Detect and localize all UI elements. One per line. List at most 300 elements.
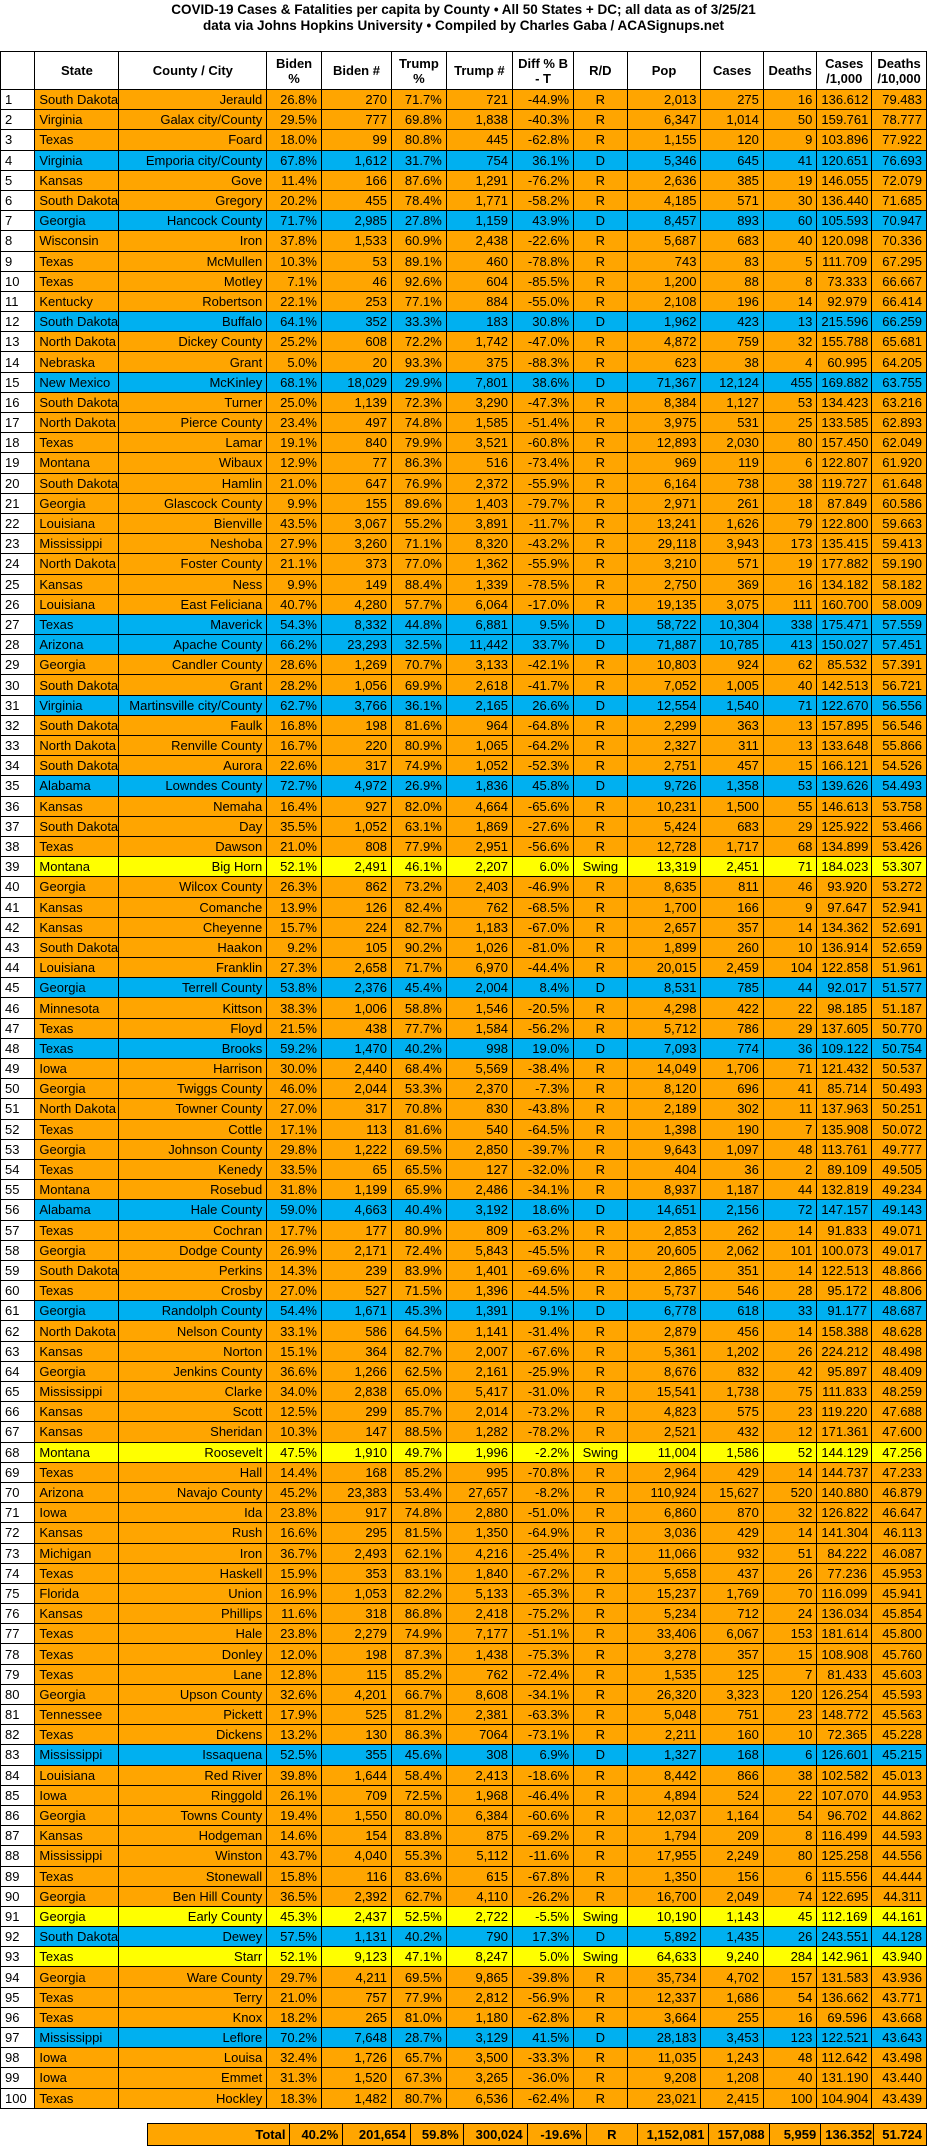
cell-deaths: 6 <box>763 453 816 473</box>
cell-rank: 3 <box>1 130 35 150</box>
cell-diff: 43.9% <box>513 211 574 231</box>
cell-trump-pct: 69.8% <box>392 110 447 130</box>
cell-rd: R <box>574 1402 627 1422</box>
cell-rd: R <box>574 473 627 493</box>
cell-rd: R <box>574 1422 627 1442</box>
cell-cases: 209 <box>701 1826 763 1846</box>
cell-deaths: 16 <box>763 574 816 594</box>
cell-deaths-per-10000: 50.072 <box>872 1119 927 1139</box>
cell-cases-per-1000: 134.182 <box>817 574 872 594</box>
cell-state: Kansas <box>35 917 119 937</box>
cell-rd: R <box>574 2048 627 2068</box>
cell-pop: 2,971 <box>627 493 701 513</box>
table-row <box>1 473 927 493</box>
table-row <box>1 332 927 352</box>
cell-county: Iron <box>119 231 267 251</box>
cell-trump-pct: 86.8% <box>392 1604 447 1624</box>
cell-county: Day <box>119 816 267 836</box>
cell-state: Georgia <box>35 211 119 231</box>
cell-county: Issaquena <box>119 1745 267 1765</box>
cell-biden-num: 4,211 <box>321 1967 391 1987</box>
cell-diff: -62.8% <box>513 130 574 150</box>
cell-biden-num: 1,482 <box>321 2088 391 2108</box>
cell-trump-pct: 74.9% <box>392 1624 447 1644</box>
cell-county: Donley <box>119 1644 267 1664</box>
cell-diff: -46.4% <box>513 1785 574 1805</box>
cell-rd: R <box>574 1624 627 1644</box>
cell-trump-num: 5,133 <box>446 1583 512 1603</box>
cell-pop: 15,237 <box>627 1583 701 1603</box>
cell-deaths-per-10000: 59.413 <box>872 534 927 554</box>
cell-biden-pct: 22.6% <box>267 756 322 776</box>
cell-state: North Dakota <box>35 1099 119 1119</box>
table-row <box>1 776 927 796</box>
cell-rank: 38 <box>1 836 35 856</box>
cell-diff: 26.6% <box>513 695 574 715</box>
cell-state: Alabama <box>35 1200 119 1220</box>
table-row <box>1 655 927 675</box>
cell-trump-pct: 81.0% <box>392 2007 447 2027</box>
cell-county: Terrell County <box>119 978 267 998</box>
cell-state: Virginia <box>35 695 119 715</box>
cell-diff: -34.1% <box>513 1180 574 1200</box>
cell-deaths-per-10000: 63.755 <box>872 372 927 392</box>
cell-cases: 786 <box>701 1018 763 1038</box>
cell-trump-num: 375 <box>446 352 512 372</box>
cell-trump-pct: 73.2% <box>392 877 447 897</box>
cell-deaths-per-10000: 43.668 <box>872 2007 927 2027</box>
table-row <box>1 231 927 251</box>
cell-rd: R <box>574 1382 627 1402</box>
cell-rank: 18 <box>1 433 35 453</box>
cell-deaths: 22 <box>763 1785 816 1805</box>
cell-trump-num: 2,372 <box>446 473 512 493</box>
cell-county: Comanche <box>119 897 267 917</box>
table-row <box>1 1805 927 1825</box>
cell-deaths-per-10000: 43.940 <box>872 1947 927 1967</box>
cell-biden-pct: 9.9% <box>267 574 322 594</box>
cell-cases-per-1000: 98.185 <box>817 998 872 1018</box>
cell-deaths-per-10000: 76.693 <box>872 150 927 170</box>
cell-trump-pct: 62.1% <box>392 1543 447 1563</box>
cell-rank: 12 <box>1 312 35 332</box>
cell-county: Motley <box>119 271 267 291</box>
table-row <box>1 1159 927 1179</box>
cell-diff: -47.0% <box>513 332 574 352</box>
cell-state: South Dakota <box>35 1927 119 1947</box>
cell-trump-pct: 80.8% <box>392 130 447 150</box>
cell-deaths: 29 <box>763 816 816 836</box>
cell-cases-per-1000: 136.612 <box>817 90 872 110</box>
cell-trump-pct: 40.2% <box>392 1927 447 1947</box>
cell-deaths: 54 <box>763 1805 816 1825</box>
cell-biden-num: 3,766 <box>321 695 391 715</box>
table-row <box>1 1785 927 1805</box>
cell-rank: 67 <box>1 1422 35 1442</box>
cell-rank: 10 <box>1 271 35 291</box>
cell-deaths: 26 <box>763 1341 816 1361</box>
cell-diff: -64.8% <box>513 715 574 735</box>
cell-rank: 65 <box>1 1382 35 1402</box>
cell-rd: R <box>574 2068 627 2088</box>
cell-county: Leflore <box>119 2028 267 2048</box>
cell-rank: 85 <box>1 1785 35 1805</box>
cell-biden-pct: 33.1% <box>267 1321 322 1341</box>
cell-trump-pct: 47.1% <box>392 1947 447 1967</box>
table-row <box>1 1684 927 1704</box>
cell-rank: 82 <box>1 1725 35 1745</box>
cell-diff: -73.4% <box>513 453 574 473</box>
cell-county: Ben Hill County <box>119 1886 267 1906</box>
cell-rank: 99 <box>1 2068 35 2088</box>
cell-deaths: 5 <box>763 251 816 271</box>
cell-biden-num: 220 <box>321 736 391 756</box>
cell-county: Twiggs County <box>119 1079 267 1099</box>
cell-state: Nebraska <box>35 352 119 372</box>
column-header-cases: Cases <box>701 52 763 90</box>
cell-diff: -2.2% <box>513 1442 574 1462</box>
cell-deaths: 520 <box>763 1482 816 1502</box>
cell-pop: 2,879 <box>627 1321 701 1341</box>
cell-pop: 2,299 <box>627 715 701 735</box>
cell-diff: 6.9% <box>513 1745 574 1765</box>
cell-county: Iron <box>119 1543 267 1563</box>
cell-deaths: 8 <box>763 271 816 291</box>
cell-biden-pct: 21.1% <box>267 554 322 574</box>
cell-diff: 36.1% <box>513 150 574 170</box>
cell-deaths-per-10000: 43.936 <box>872 1967 927 1987</box>
cell-pop: 5,687 <box>627 231 701 251</box>
cell-pop: 4,872 <box>627 332 701 352</box>
cell-cases-per-1000: 150.027 <box>817 635 872 655</box>
cell-cases: 357 <box>701 917 763 937</box>
cell-cases-per-1000: 136.662 <box>817 1987 872 2007</box>
cell-cases: 156 <box>701 1866 763 1886</box>
cell-trump-num: 3,891 <box>446 513 512 533</box>
table-row <box>1 1301 927 1321</box>
cell-biden-pct: 45.2% <box>267 1482 322 1502</box>
cell-rank: 83 <box>1 1745 35 1765</box>
cell-rank: 69 <box>1 1462 35 1482</box>
cell-rd: R <box>574 332 627 352</box>
cell-deaths-per-10000: 70.947 <box>872 211 927 231</box>
cell-biden-pct: 67.8% <box>267 150 322 170</box>
table-row <box>1 413 927 433</box>
cell-cases: 1,435 <box>701 1927 763 1947</box>
cell-county: Big Horn <box>119 857 267 877</box>
cell-diff: -17.0% <box>513 594 574 614</box>
cell-rank: 48 <box>1 1038 35 1058</box>
cell-state: Georgia <box>35 1361 119 1381</box>
cell-deaths: 7 <box>763 1119 816 1139</box>
cell-rd: R <box>574 413 627 433</box>
cell-rank: 92 <box>1 1927 35 1947</box>
table-row <box>1 1018 927 1038</box>
cell-cases: 932 <box>701 1543 763 1563</box>
cell-biden-num: 113 <box>321 1119 391 1139</box>
cell-pop: 5,424 <box>627 816 701 836</box>
cell-pop: 6,860 <box>627 1503 701 1523</box>
cell-county: Jerauld <box>119 90 267 110</box>
cell-rank: 33 <box>1 736 35 756</box>
cell-trump-pct: 55.3% <box>392 1846 447 1866</box>
cell-biden-pct: 17.9% <box>267 1705 322 1725</box>
cell-county: Kittson <box>119 998 267 1018</box>
cell-trump-pct: 80.9% <box>392 1220 447 1240</box>
cell-biden-num: 317 <box>321 1099 391 1119</box>
cell-diff: -73.2% <box>513 1402 574 1422</box>
cell-state: Mississippi <box>35 1846 119 1866</box>
cell-cases: 1,208 <box>701 2068 763 2088</box>
cell-pop: 8,635 <box>627 877 701 897</box>
cell-biden-num: 808 <box>321 836 391 856</box>
cell-state: Texas <box>35 1644 119 1664</box>
cell-county: Roosevelt <box>119 1442 267 1462</box>
cell-deaths-per-10000: 66.259 <box>872 312 927 332</box>
cell-trump-num: 1,183 <box>446 917 512 937</box>
cell-rd: D <box>574 372 627 392</box>
cell-rd: R <box>574 392 627 412</box>
cell-trump-pct: 86.3% <box>392 453 447 473</box>
cell-state: Montana <box>35 453 119 473</box>
cell-rank: 97 <box>1 2028 35 2048</box>
cell-county: East Feliciana <box>119 594 267 614</box>
cell-deaths: 33 <box>763 1301 816 1321</box>
cell-rd: D <box>574 150 627 170</box>
cell-pop: 404 <box>627 1159 701 1179</box>
table-row <box>1 271 927 291</box>
cell-trump-pct: 74.9% <box>392 756 447 776</box>
cell-pop: 7,052 <box>627 675 701 695</box>
cell-state: Kentucky <box>35 291 119 311</box>
cell-cases-per-1000: 122.807 <box>817 453 872 473</box>
report-header <box>0 0 927 51</box>
cell-trump-num: 762 <box>446 1664 512 1684</box>
cell-rank: 95 <box>1 1987 35 2007</box>
cell-pop: 4,823 <box>627 1402 701 1422</box>
cell-biden-pct: 16.4% <box>267 796 322 816</box>
cell-deaths: 15 <box>763 1644 816 1664</box>
table-row <box>1 958 927 978</box>
cell-biden-pct: 15.8% <box>267 1866 322 1886</box>
cell-pop: 12,728 <box>627 836 701 856</box>
cell-pop: 2,108 <box>627 291 701 311</box>
cell-cases-per-1000: 148.772 <box>817 1705 872 1725</box>
cell-trump-pct: 45.3% <box>392 1301 447 1321</box>
cell-trump-num: 1,362 <box>446 554 512 574</box>
cell-county: Navajo County <box>119 1482 267 1502</box>
cell-biden-num: 4,040 <box>321 1846 391 1866</box>
cell-deaths-per-10000: 48.409 <box>872 1361 927 1381</box>
cell-county: Upson County <box>119 1684 267 1704</box>
cell-pop: 1,535 <box>627 1664 701 1684</box>
cell-cases: 1,202 <box>701 1341 763 1361</box>
cell-biden-num: 527 <box>321 1281 391 1301</box>
cell-diff: -58.2% <box>513 190 574 210</box>
cell-deaths-per-10000: 52.659 <box>872 937 927 957</box>
cell-trump-num: 1,584 <box>446 1018 512 1038</box>
cell-pop: 9,208 <box>627 2068 701 2088</box>
cell-biden-pct: 19.4% <box>267 1805 322 1825</box>
cell-trump-pct: 65.5% <box>392 1159 447 1179</box>
cell-pop: 16,700 <box>627 1886 701 1906</box>
cell-biden-pct: 40.7% <box>267 594 322 614</box>
cell-deaths: 48 <box>763 1139 816 1159</box>
cell-cases: 531 <box>701 413 763 433</box>
cell-deaths-per-10000: 44.556 <box>872 1846 927 1866</box>
cell-trump-num: 2,403 <box>446 877 512 897</box>
cell-cases-per-1000: 122.695 <box>817 1886 872 1906</box>
table-row <box>1 251 927 271</box>
cell-county: Lane <box>119 1664 267 1684</box>
cell-cases: 4,702 <box>701 1967 763 1987</box>
cell-biden-pct: 36.5% <box>267 1886 322 1906</box>
cell-state: South Dakota <box>35 675 119 695</box>
cell-cases: 1,005 <box>701 675 763 695</box>
cell-diff: -27.6% <box>513 816 574 836</box>
cell-diff: -65.6% <box>513 796 574 816</box>
table-row <box>1 312 927 332</box>
cell-state: Texas <box>35 1018 119 1038</box>
total-biden-pct: 40.2% <box>290 2123 343 2145</box>
cell-trump-pct: 77.7% <box>392 1018 447 1038</box>
cell-deaths-per-10000: 48.806 <box>872 1281 927 1301</box>
table-row <box>1 1664 927 1684</box>
cell-cases-per-1000: 224.212 <box>817 1341 872 1361</box>
table-row <box>1 433 927 453</box>
cell-pop: 1,155 <box>627 130 701 150</box>
cell-trump-pct: 44.8% <box>392 614 447 634</box>
cell-county: Stonewall <box>119 1866 267 1886</box>
cell-county: Grant <box>119 352 267 372</box>
cell-diff: -56.2% <box>513 1018 574 1038</box>
cell-cases-per-1000: 159.761 <box>817 110 872 130</box>
cell-deaths-per-10000: 59.663 <box>872 513 927 533</box>
cell-biden-pct: 39.8% <box>267 1765 322 1785</box>
cell-biden-num: 177 <box>321 1220 391 1240</box>
cell-pop: 7,093 <box>627 1038 701 1058</box>
cell-biden-pct: 46.0% <box>267 1079 322 1099</box>
cell-trump-pct: 80.7% <box>392 2088 447 2108</box>
cell-deaths-per-10000: 54.526 <box>872 756 927 776</box>
cell-rd: R <box>574 877 627 897</box>
cell-biden-num: 1,550 <box>321 1805 391 1825</box>
cell-diff: 9.1% <box>513 1301 574 1321</box>
cell-trump-num: 1,159 <box>446 211 512 231</box>
cell-biden-num: 154 <box>321 1826 391 1846</box>
cell-county: Cheyenne <box>119 917 267 937</box>
cell-trump-pct: 64.5% <box>392 1321 447 1341</box>
table-row <box>1 1442 927 1462</box>
cell-rd: R <box>574 231 627 251</box>
cell-biden-num: 4,280 <box>321 594 391 614</box>
cell-cases: 645 <box>701 150 763 170</box>
cell-deaths: 72 <box>763 1200 816 1220</box>
cell-cases-per-1000: 147.157 <box>817 1200 872 1220</box>
cell-state: Texas <box>35 130 119 150</box>
cell-pop: 71,367 <box>627 372 701 392</box>
cell-diff: -63.2% <box>513 1220 574 1240</box>
cell-deaths-per-10000: 53.272 <box>872 877 927 897</box>
column-header-cases-per-1000: Cases /1,000 <box>817 52 872 90</box>
cell-deaths-per-10000: 49.234 <box>872 1180 927 1200</box>
cell-state: Tennessee <box>35 1705 119 1725</box>
table-row <box>1 675 927 695</box>
cell-biden-num: 65 <box>321 1159 391 1179</box>
cell-deaths-per-10000: 51.961 <box>872 958 927 978</box>
cell-county: Lowndes County <box>119 776 267 796</box>
cell-cases-per-1000: 131.190 <box>817 2068 872 2088</box>
cell-deaths-per-10000: 49.505 <box>872 1159 927 1179</box>
cell-cases: 385 <box>701 170 763 190</box>
cell-biden-pct: 18.2% <box>267 2007 322 2027</box>
table-row <box>1 1382 927 1402</box>
cell-deaths: 123 <box>763 2028 816 2048</box>
cell-pop: 969 <box>627 453 701 473</box>
cell-biden-pct: 34.0% <box>267 1382 322 1402</box>
cell-rank: 26 <box>1 594 35 614</box>
cell-biden-pct: 17.7% <box>267 1220 322 1240</box>
cell-rank: 79 <box>1 1664 35 1684</box>
table-row <box>1 1321 927 1341</box>
cell-trump-pct: 82.4% <box>392 897 447 917</box>
cell-rd: R <box>574 1462 627 1482</box>
cell-diff: -75.2% <box>513 1604 574 1624</box>
cell-trump-num: 790 <box>446 1927 512 1947</box>
cell-rd: D <box>574 695 627 715</box>
cell-trump-num: 6,536 <box>446 2088 512 2108</box>
cell-diff: 30.8% <box>513 312 574 332</box>
cell-county: Towns County <box>119 1805 267 1825</box>
cell-trump-pct: 87.3% <box>392 1644 447 1664</box>
cell-state: Virginia <box>35 110 119 130</box>
cell-deaths: 15 <box>763 756 816 776</box>
cell-county: Dawson <box>119 836 267 856</box>
cell-cases: 369 <box>701 574 763 594</box>
cell-rd: R <box>574 655 627 675</box>
table-row <box>1 1866 927 1886</box>
cell-rd: R <box>574 1664 627 1684</box>
cell-biden-pct: 26.3% <box>267 877 322 897</box>
cell-deaths: 24 <box>763 1604 816 1624</box>
cell-cases: 38 <box>701 352 763 372</box>
cell-cases: 683 <box>701 231 763 251</box>
table-body <box>1 90 927 2109</box>
table-row <box>1 392 927 412</box>
cell-diff: -44.9% <box>513 90 574 110</box>
cell-deaths-per-10000: 46.113 <box>872 1523 927 1543</box>
cell-cases-per-1000: 158.388 <box>817 1321 872 1341</box>
cell-deaths-per-10000: 44.128 <box>872 1927 927 1947</box>
cell-deaths: 2 <box>763 1159 816 1179</box>
cell-trump-num: 4,664 <box>446 796 512 816</box>
table-row <box>1 736 927 756</box>
table-row <box>1 90 927 110</box>
cell-rank: 27 <box>1 614 35 634</box>
table-row <box>1 1220 927 1240</box>
cell-deaths-per-10000: 64.205 <box>872 352 927 372</box>
cell-cases: 712 <box>701 1604 763 1624</box>
cell-trump-pct: 29.9% <box>392 372 447 392</box>
table-row <box>1 574 927 594</box>
cell-biden-pct: 23.8% <box>267 1503 322 1523</box>
cell-cases-per-1000: 132.819 <box>817 1180 872 1200</box>
cell-biden-pct: 33.5% <box>267 1159 322 1179</box>
cell-cases-per-1000: 81.433 <box>817 1664 872 1684</box>
cell-cases-per-1000: 157.450 <box>817 433 872 453</box>
cell-rd: R <box>574 816 627 836</box>
table-row <box>1 1906 927 1926</box>
